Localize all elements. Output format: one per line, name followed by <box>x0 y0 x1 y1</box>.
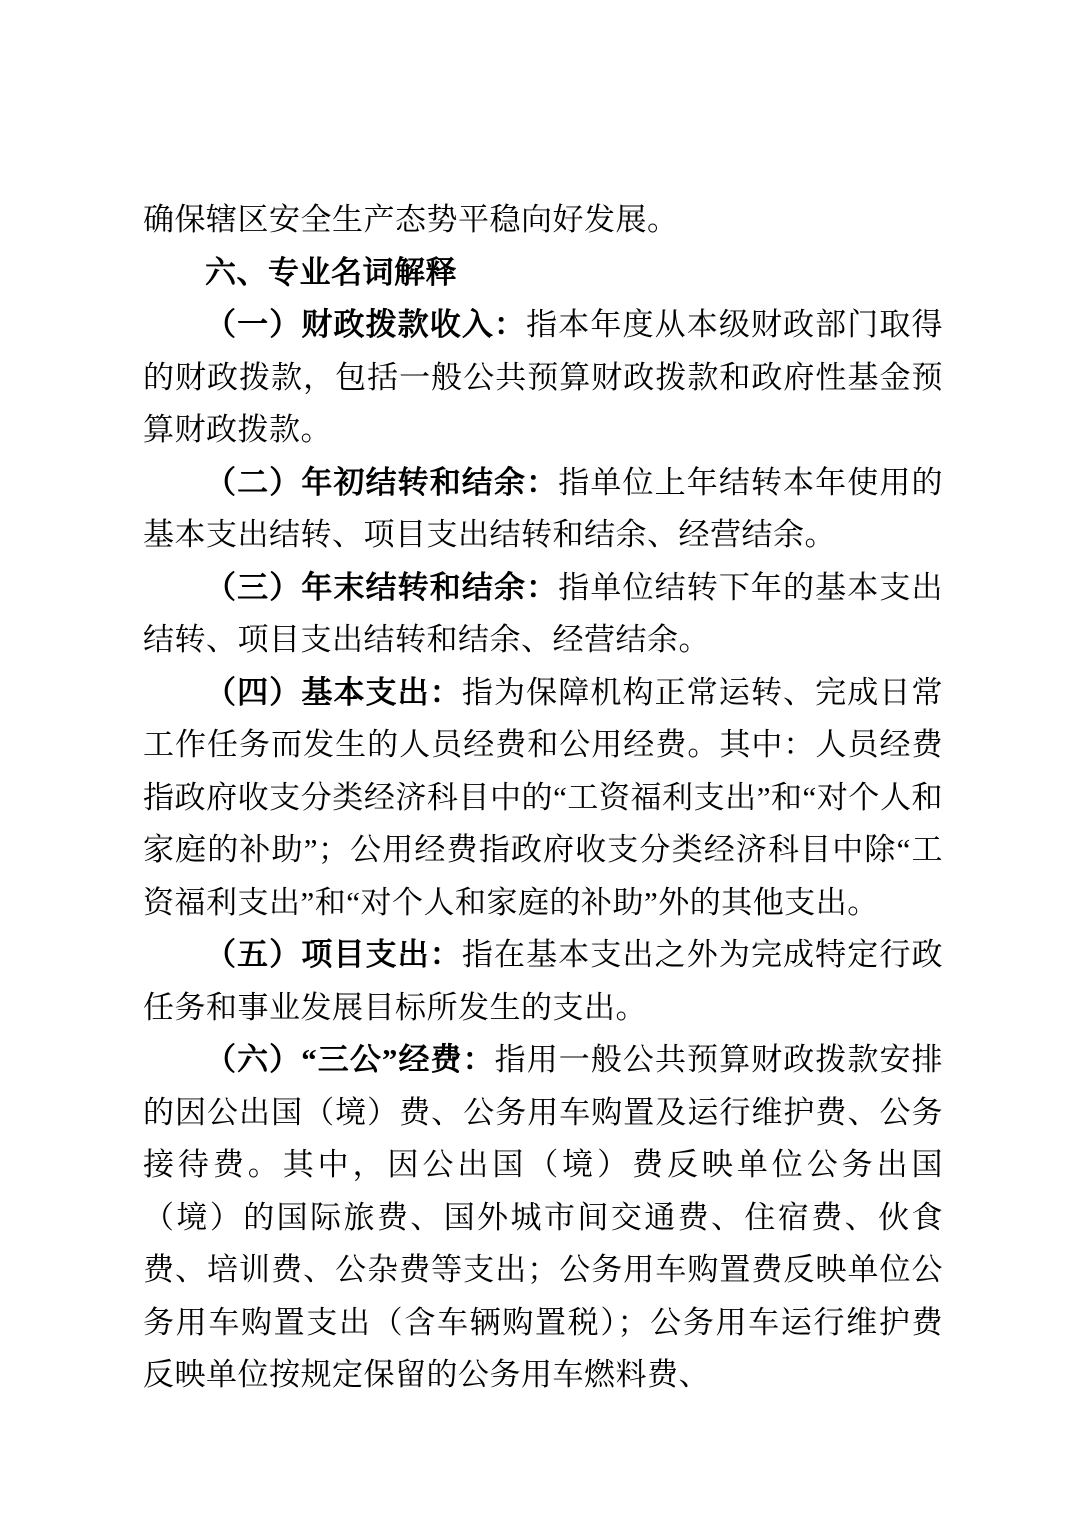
term-paragraph <box>143 1034 943 1402</box>
term-definition: 指用一般公共预算财政拨款安排的因公出国（境）费、公务用车购置及运行维护费、公务接待费。其中，因公出国（境）费反映单位公务出国（境）的国际旅费、国外城市间交通费、住宿费、伙食费、培训费、公杂费等支出；公务用车购置费反映单位公务用车购置支出（含车辆购置税）；公务用车运行维护费反映单位按规定保留的公务用车燃料费、 <box>143 1042 944 1392</box>
term-definition: 指为保障机构正常运转、完成日常工作任务而发生的人员经费和公用经费。其中：人员经费指政府收支分类经济科目中的“工资福利支出”和“对个人和家庭的补助”；公用经费指政府收支分类经济科目中除“工资福利支出”和“对个人和家庭的补助”外的其他支出。 <box>143 674 944 920</box>
text-block <box>143 194 943 1402</box>
term-paragraph <box>143 667 943 930</box>
term-paragraph <box>143 299 943 457</box>
term-label: （五）项目支出： <box>205 937 462 972</box>
section-heading: 六、专业名词解释 <box>205 254 457 290</box>
term-label: （六）“三公”经费： <box>205 1042 495 1077</box>
term-paragraph <box>143 929 943 1034</box>
paragraph-continuation: 确保辖区安全生产态势平稳向好发展。 <box>143 202 679 237</box>
term-label: （三）年末结转和结余： <box>205 569 559 605</box>
term-label: （四）基本支出： <box>205 674 462 710</box>
terms-list <box>143 299 943 1402</box>
term-definition: 指本年度从本级财政部门取得的财政拨款，包括一般公共预算财政拨款和政府性基金预算财政拨款。 <box>143 307 944 447</box>
term-label: （一）财政拨款收入： <box>205 307 527 342</box>
term-definition: 指单位上年结转本年使用的基本支出结转、项目支出结转和结余、经营结余。 <box>143 464 943 552</box>
term-definition: 指单位结转下年的基本支出结转、项目支出结转和结余、经营结余。 <box>143 569 943 657</box>
term-paragraph <box>143 457 943 562</box>
term-definition: 指在基本支出之外为完成特定行政任务和事业发展目标所发生的支出。 <box>143 937 944 1025</box>
term-paragraph <box>143 562 943 667</box>
term-label: （二）年初结转和结余： <box>205 464 559 500</box>
